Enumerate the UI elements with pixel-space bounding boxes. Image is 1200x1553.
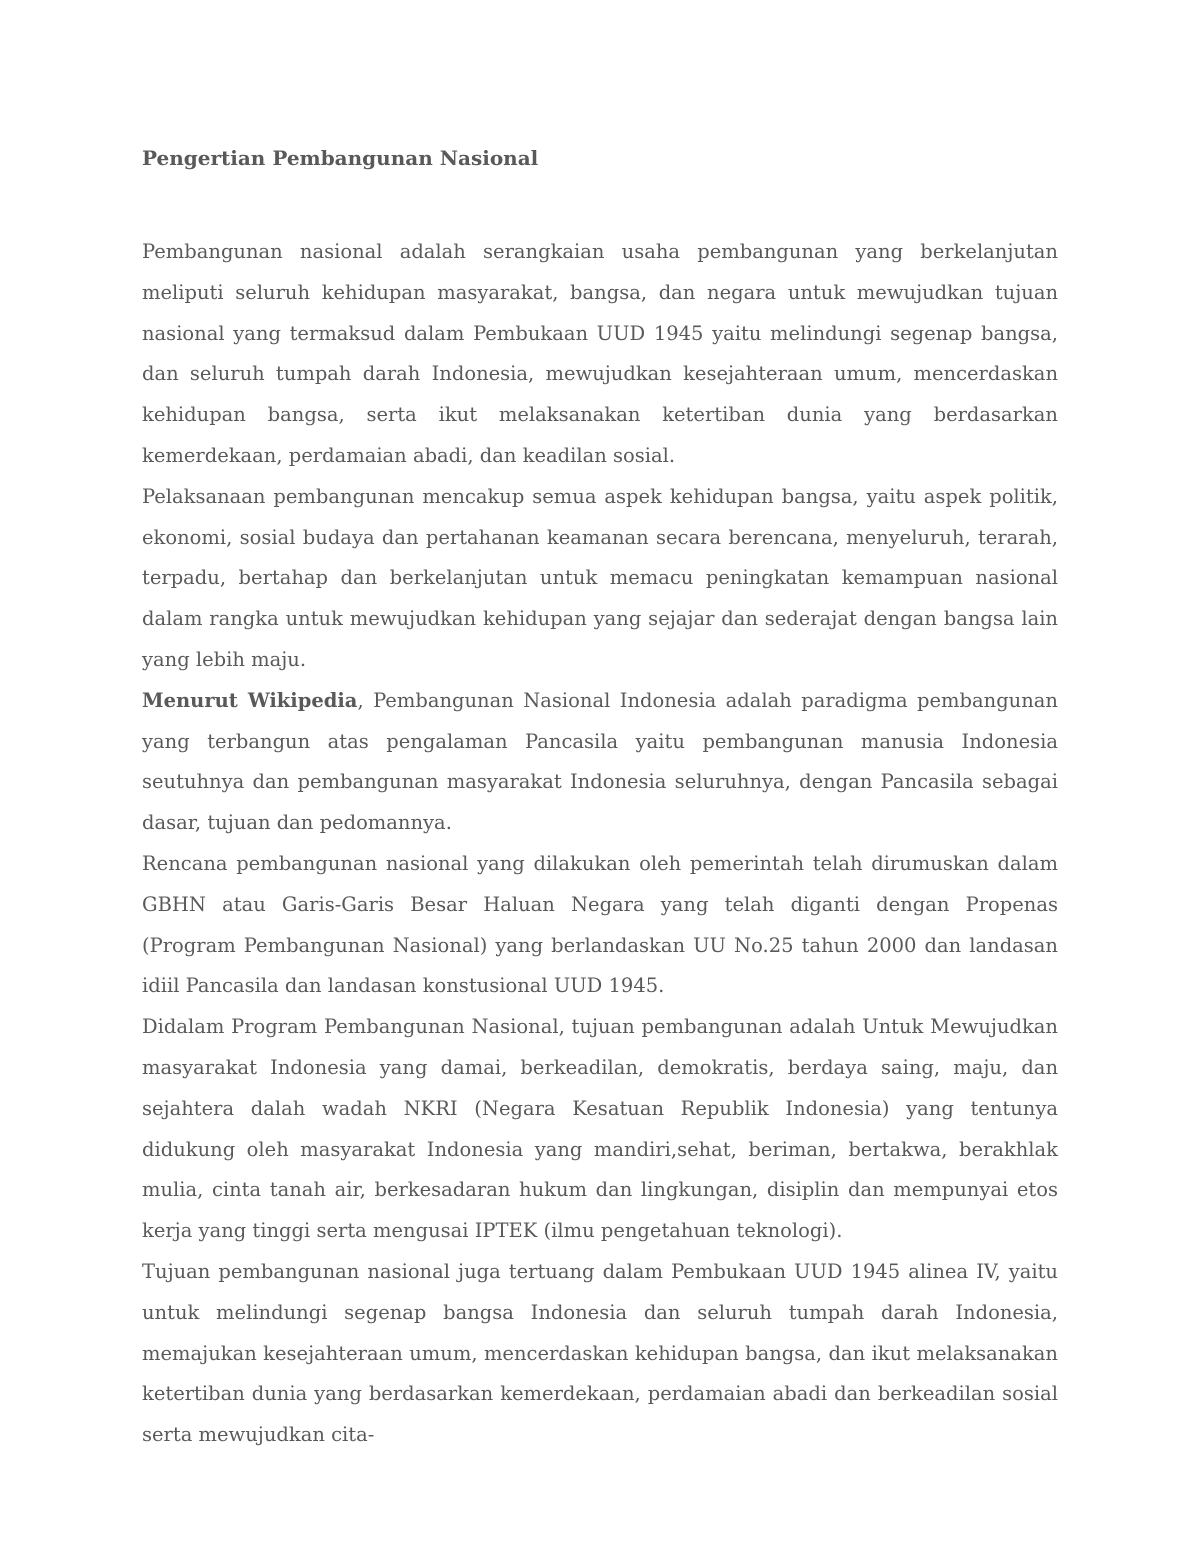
document-body (142, 140, 1058, 1456)
paragraph-plan: Rencana pembangunan nasional yang dilakukan oleh pemerintah telah dirumuskan dalam GBHN atau Garis-Garis Besar Haluan Negara yang telah diganti dengan Propenas (Program Pembangunan Nasional) yang berlandaskan UU No.25 tahun 2000 dan landasan idiil Pancasila dan landasan konstusional UUD 1945. (142, 851, 1058, 998)
paragraph-goal: Tujuan pembangunan nasional juga tertuang dalam Pembukaan UUD 1945 alinea IV, yaitu untuk melindungi segenap bangsa Indonesia dan seluruh tumpah darah Indonesia, memajukan kesejahteraan umum, mencerdaskan kehidupan bangsa, dan ikut melaksanakan ketertiban dunia yang berdasarkan kemerdekaan, perdamaian abadi dan berkeadilan sosial serta mewujudkan cita- (142, 1259, 1058, 1447)
paragraph-lead-wikipedia: Menurut Wikipedia (142, 688, 358, 712)
title-spacer (142, 176, 1058, 232)
paragraph-implementation: Pelaksanaan pembangunan mencakup semua aspek kehidupan bangsa, yaitu aspek politik, ekonomi, sosial budaya dan pertahanan keamanan secara berencana, menyeluruh, terarah, terpadu, bertahap dan berkelanjutan untuk memacu peningkatan kemampuan nasional dalam rangka untuk mewujudkan kehidupan yang sejajar dan sederajat dengan bangsa lain yang lebih maju. (142, 484, 1058, 671)
paragraph-wikipedia (142, 681, 1058, 844)
paragraph-definition: Pembangunan nasional adalah serangkaian usaha pembangunan yang berkelanjutan meliputi seluruh kehidupan masyarakat, bangsa, dan negara untuk mewujudkan tujuan nasional yang termaksud dalam Pembukaan UUD 1945 yaitu melindungi segenap bangsa, dan seluruh tumpah darah Indonesia, mewujudkan kesejahteraan umum, mencerdaskan kehidupan bangsa, serta ikut melaksanakan ketertiban dunia yang berdasarkan kemerdekaan, perdamaian abadi, dan keadilan sosial. (142, 240, 1058, 467)
paragraph-wikipedia-text: , Pembangunan Nasional Indonesia adalah paradigma pembangunan yang terbangun atas pengalaman Pancasila yaitu pembangunan manusia Indonesia seutuhnya dan pembangunan masyarakat Indonesia seluruhnya, dengan Pancasila sebagai dasar, tujuan dan pedomannya. (142, 688, 1058, 835)
page-title: Pengertian Pembangunan Nasional (142, 146, 539, 170)
paragraph-program: Didalam Program Pembangunan Nasional, tujuan pembangunan adalah Untuk Mewujudkan masyarakat Indonesia yang damai, berkeadilan, demokratis, berdaya saing, maju, dan sejahtera dalah wadah NKRI (Negara Kesatuan Republik Indonesia) yang tentunya didukung oleh masyarakat Indonesia yang mandiri,sehat, beriman, bertakwa, berakhlak mulia, cinta tanah air, berkesadaran hukum dan lingkungan, disiplin dan mempunyai etos kerja yang tinggi serta mengusai IPTEK (ilmu pengetahuan teknologi). (142, 1015, 1058, 1243)
